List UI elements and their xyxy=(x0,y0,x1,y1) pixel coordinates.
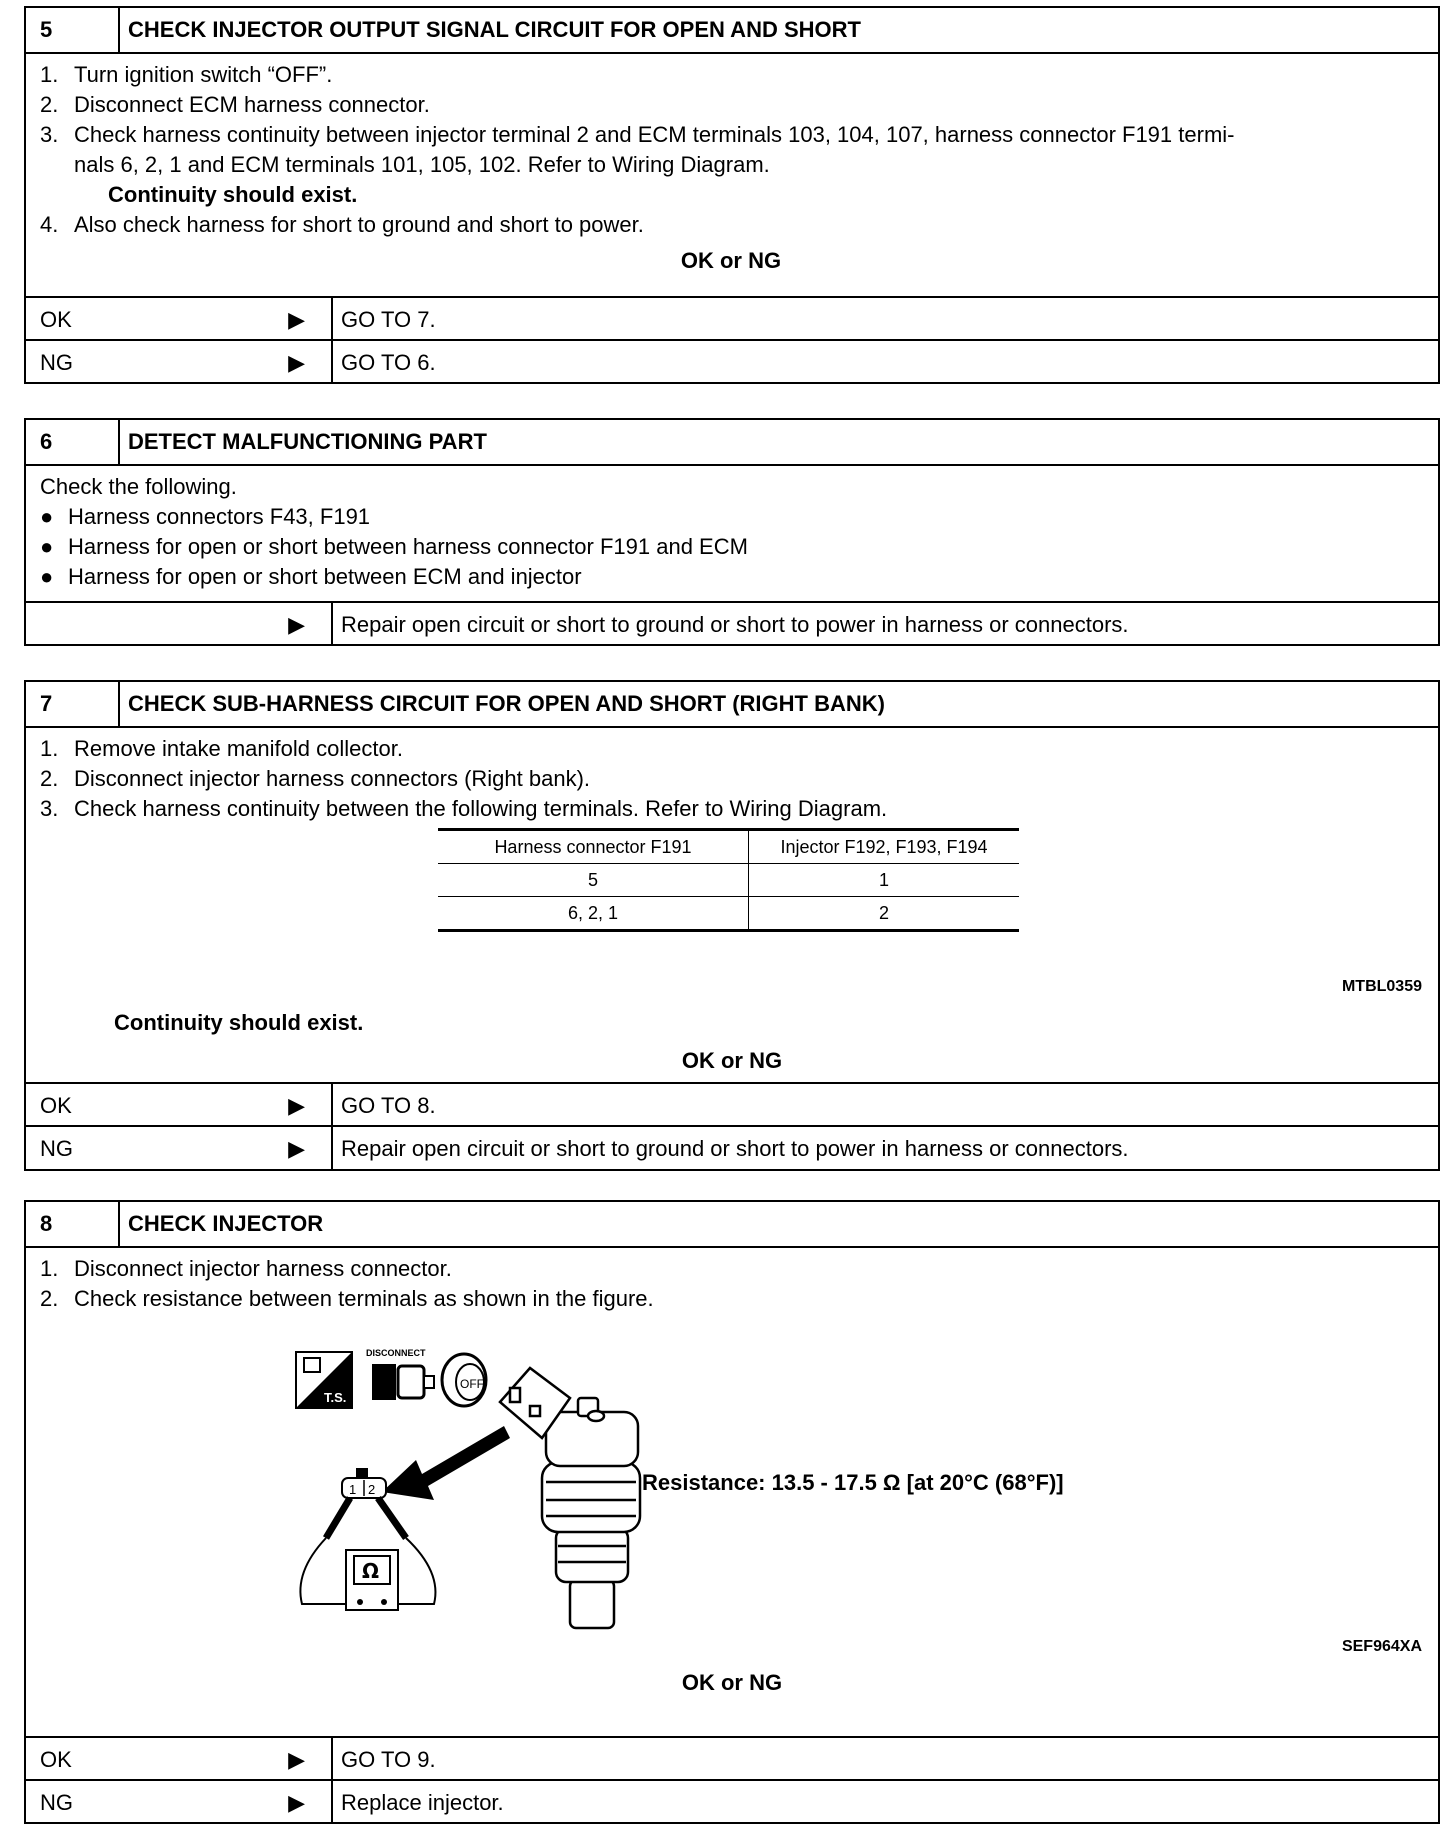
step-number: 7 xyxy=(26,682,120,726)
step-8-body xyxy=(26,1248,1438,1742)
instruction-item: 1. Remove intake manifold collector. xyxy=(40,736,403,761)
ng-label: NG xyxy=(40,1790,73,1815)
step-number: 6 xyxy=(26,420,120,464)
connector-terminals xyxy=(342,1468,386,1498)
arrow-icon: ▶ xyxy=(288,1136,305,1161)
resistance-spec: Resistance: 13.5 - 17.5 Ω [at 20°C (68°F)] xyxy=(642,1470,1064,1495)
svg-text:OFF: OFF xyxy=(460,1377,484,1391)
table-header: Injector F192, F193, F194 xyxy=(749,830,1020,864)
table-header-row xyxy=(438,830,1019,864)
step-5-box xyxy=(24,6,1440,384)
ng-label: NG xyxy=(40,1136,73,1161)
ok-row xyxy=(26,1082,1438,1127)
ng-action: Replace injector. xyxy=(331,1781,1438,1824)
ng-row xyxy=(26,1125,1438,1170)
table-cell: 1 xyxy=(749,864,1020,897)
ok-action: GO TO 7. xyxy=(331,298,1438,341)
action-row xyxy=(26,601,1438,646)
ok-or-ng-label: OK or NG xyxy=(680,248,782,273)
bullet-icon: ● xyxy=(40,564,54,589)
terminal-1: 1 xyxy=(349,1482,357,1497)
step-8-box xyxy=(24,1200,1440,1824)
step-7-header xyxy=(26,682,1438,728)
ignition-off-icon xyxy=(442,1354,486,1406)
ohmmeter-icon xyxy=(346,1550,398,1610)
bullet-icon: ● xyxy=(40,504,54,529)
step-title: CHECK SUB-HARNESS CIRCUIT FOR OPEN AND SHORT (RIGHT BANK) xyxy=(128,691,885,716)
arrow-pointer-icon xyxy=(382,1426,510,1500)
disconnect-icon xyxy=(366,1348,434,1400)
arrow-icon: ▶ xyxy=(288,612,305,637)
arrow-icon: ▶ xyxy=(288,1093,305,1118)
bullet-icon: ● xyxy=(40,534,54,559)
step-6-box xyxy=(24,418,1440,646)
instruction-list-tail xyxy=(40,210,1422,240)
step-number: 5 xyxy=(26,8,120,52)
step-8-header xyxy=(26,1202,1438,1248)
arrow-icon: ▶ xyxy=(288,307,305,332)
ok-action: GO TO 8. xyxy=(331,1084,1438,1127)
arrow-icon: ▶ xyxy=(288,1790,305,1815)
terminal-2: 2 xyxy=(368,1482,376,1497)
table-cell: 6, 2, 1 xyxy=(438,897,749,931)
table-cell: 5 xyxy=(438,864,749,897)
intro-text: Check the following. xyxy=(40,474,237,499)
bullet-item: ● Harness connectors F43, F191 xyxy=(40,502,1422,532)
ng-row xyxy=(26,339,1438,384)
svg-text:T.S.: T.S. xyxy=(324,1390,347,1405)
instruction-item: 1. Turn ignition switch “OFF”. xyxy=(40,62,333,87)
arrow-icon: ▶ xyxy=(288,350,305,375)
bullet-item: ● Harness for open or short between ECM and injector xyxy=(40,562,1422,592)
ok-label: OK xyxy=(40,1747,72,1772)
instruction-item: 3. Check harness continuity between injector terminal 2 and ECM terminals 103, 104, 107, harness connector F191 termi- xyxy=(40,122,1235,147)
step-7-box xyxy=(24,680,1440,1171)
ok-or-ng-label: OK or NG xyxy=(681,1048,783,1073)
ng-action: GO TO 6. xyxy=(331,341,1438,384)
ok-label: OK xyxy=(40,1093,72,1118)
step-number: 8 xyxy=(26,1202,120,1246)
figure-code: MTBL0359 xyxy=(1341,978,1422,995)
table-cell: 2 xyxy=(749,897,1020,931)
step-7-body xyxy=(26,728,1438,1090)
svg-text:DISCONNECT: DISCONNECT xyxy=(366,1348,426,1358)
figure-code: SEF964XA xyxy=(1341,1638,1422,1655)
step-title: CHECK INJECTOR xyxy=(128,1211,324,1236)
instruction-list xyxy=(40,60,1422,180)
ng-action: Repair open circuit or short to ground or short to power in harness or connectors. xyxy=(331,1127,1438,1170)
table-header: Harness connector F191 xyxy=(438,830,749,864)
instruction-item: 3. Check harness continuity between the following terminals. Refer to Wiring Diagram. xyxy=(40,796,888,821)
instruction-list xyxy=(40,734,1422,824)
repair-action: Repair open circuit or short to ground or short to power in harness or connectors. xyxy=(331,603,1438,646)
svg-text:Ω: Ω xyxy=(362,1559,380,1583)
bullet-item: ● Harness for open or short between harness connector F191 and ECM xyxy=(40,532,1422,562)
step-title: CHECK INJECTOR OUTPUT SIGNAL CIRCUIT FOR OPEN AND SHORT xyxy=(128,17,861,42)
ng-label: NG xyxy=(40,350,73,375)
bullet-list xyxy=(40,502,1422,592)
ok-label: OK xyxy=(40,307,72,332)
instruction-item: 2. Disconnect injector harness connectors (Right bank). xyxy=(40,766,591,791)
ts-icon xyxy=(296,1352,352,1408)
step-6-header xyxy=(26,420,1438,466)
continuity-note: Continuity should exist. xyxy=(108,182,358,207)
step-5-header xyxy=(26,8,1438,54)
continuity-note: Continuity should exist. xyxy=(114,1010,364,1035)
step-5-body xyxy=(26,54,1438,278)
instruction-list xyxy=(40,1254,1422,1314)
step-6-body xyxy=(26,466,1438,592)
instruction-item: 2. Disconnect ECM harness connector. xyxy=(40,92,430,117)
continuity-table xyxy=(438,828,1019,932)
ok-row xyxy=(26,296,1438,341)
step-title: DETECT MALFUNCTIONING PART xyxy=(128,429,487,454)
instruction-item-continued: nals 6, 2, 1 and ECM terminals 101, 105, 102. Refer to Wiring Diagram. xyxy=(74,152,770,177)
instruction-item: 1. Disconnect injector harness connector. xyxy=(40,1256,452,1281)
ok-row xyxy=(26,1736,1438,1781)
instruction-item: 4. Also check harness for short to ground and short to power. xyxy=(40,212,644,237)
arrow-icon: ▶ xyxy=(288,1747,305,1772)
table-row xyxy=(438,864,1019,897)
ok-or-ng-label: OK or NG xyxy=(681,1670,783,1695)
ng-row xyxy=(26,1779,1438,1824)
instruction-item: 2. Check resistance between terminals as shown in the figure. xyxy=(40,1286,654,1311)
ok-action: GO TO 9. xyxy=(331,1738,1438,1781)
table-row xyxy=(438,897,1019,931)
injector-icon xyxy=(500,1368,640,1628)
